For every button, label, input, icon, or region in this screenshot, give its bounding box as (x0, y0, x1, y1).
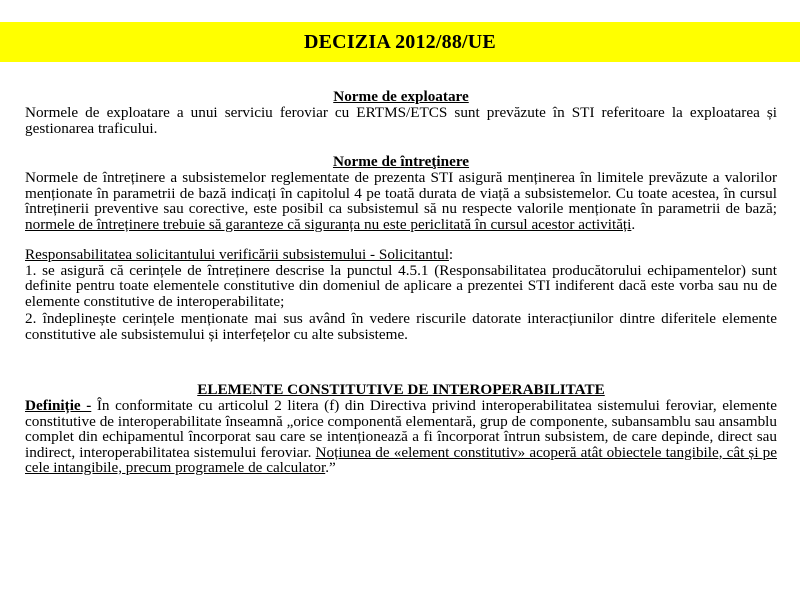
section-heading-elemente: ELEMENTE CONSTITUTIVE DE INTEROPERABILITATE (197, 381, 605, 398)
section-text-definitie (25, 398, 777, 476)
intretinere-underlined-text: normele de întreținere trebuie să garanteze că siguranța nu este periclitată în cursul acestor activități (25, 215, 632, 233)
intretinere-text: Normele de întreținere a subsistemelor reglementate de prezenta STI asigură menținerea în limitele prevăzute a valorilor menționate în parametrii de bază indicați în capitolul 4 pe toată durata de viață a subsistemelor. Cu toate acestea, în cursul întreținerii preventive sau corective, este posibil ca subsistemul să nu respecte valorile menționate în parametrii de bază; (25, 169, 777, 217)
responsabilitate-heading-text: Responsabilitatea solicitantului verificării subsistemului - Solicitantul (25, 246, 449, 263)
intretinere-text-end: . (631, 215, 636, 233)
section-heading-responsabilitate (25, 247, 777, 263)
list-item: 2. îndeplinește cerințele menționate mai sus având în vedere riscurile datorate interacțiunilor dintre diferitele elemente constitutive ale subsistemului și interfețelor cu alte subsisteme. (25, 310, 777, 343)
definitie-text-end: .” (325, 459, 336, 476)
document-title: DECIZIA 2012/88/UE (304, 30, 496, 53)
definitie-underlined-text: Noțiunea de «element constitutiv» acoperă atât obiectele tangibile, cât și pe cele intangibile, precum programele de calculator (25, 443, 777, 476)
section-heading-intretinere: Norme de întreţinere (332, 153, 470, 170)
document-body (25, 88, 777, 476)
section-heading-exploatare: Norme de exploatare (333, 88, 469, 105)
title-banner (0, 22, 800, 62)
responsabilitate-heading-suffix: : (448, 246, 454, 263)
definitie-text: În conformitate cu articolul 2 litera (f) din Directiva privind interoperabilitatea sistemului feroviar, elemente constitutive de interoperabilitate înseamnă „orice componentă elementară, grup de componente, subansamblu sau ansamblu complet din echipamentul încorporat sau care se intenționează a fi încorporat întrun subsistem, de care depinde, direct sau indirect, interoperabilitatea sistemului feroviar. (25, 397, 777, 461)
section-text-intretinere (25, 170, 777, 232)
definitie-label: Definiție - (25, 397, 92, 414)
section-text-exploatare: Normele de exploatare a unui serviciu feroviar cu ERTMS/ETCS sunt prevăzute în STI referitoare la exploatarea și gestionarea traficului. (25, 104, 777, 137)
list-item: 1. se asigură că cerințele de întreținere descrise la punctul 4.5.1 (Responsabilitatea producătorului echipamentelor) sunt definite pentru toate elementele constitutive din domeniul de aplicare a prezentei STI indiferent dacă este vorba sau nu de elemente constitutive de interoperabilitate; (25, 261, 777, 310)
